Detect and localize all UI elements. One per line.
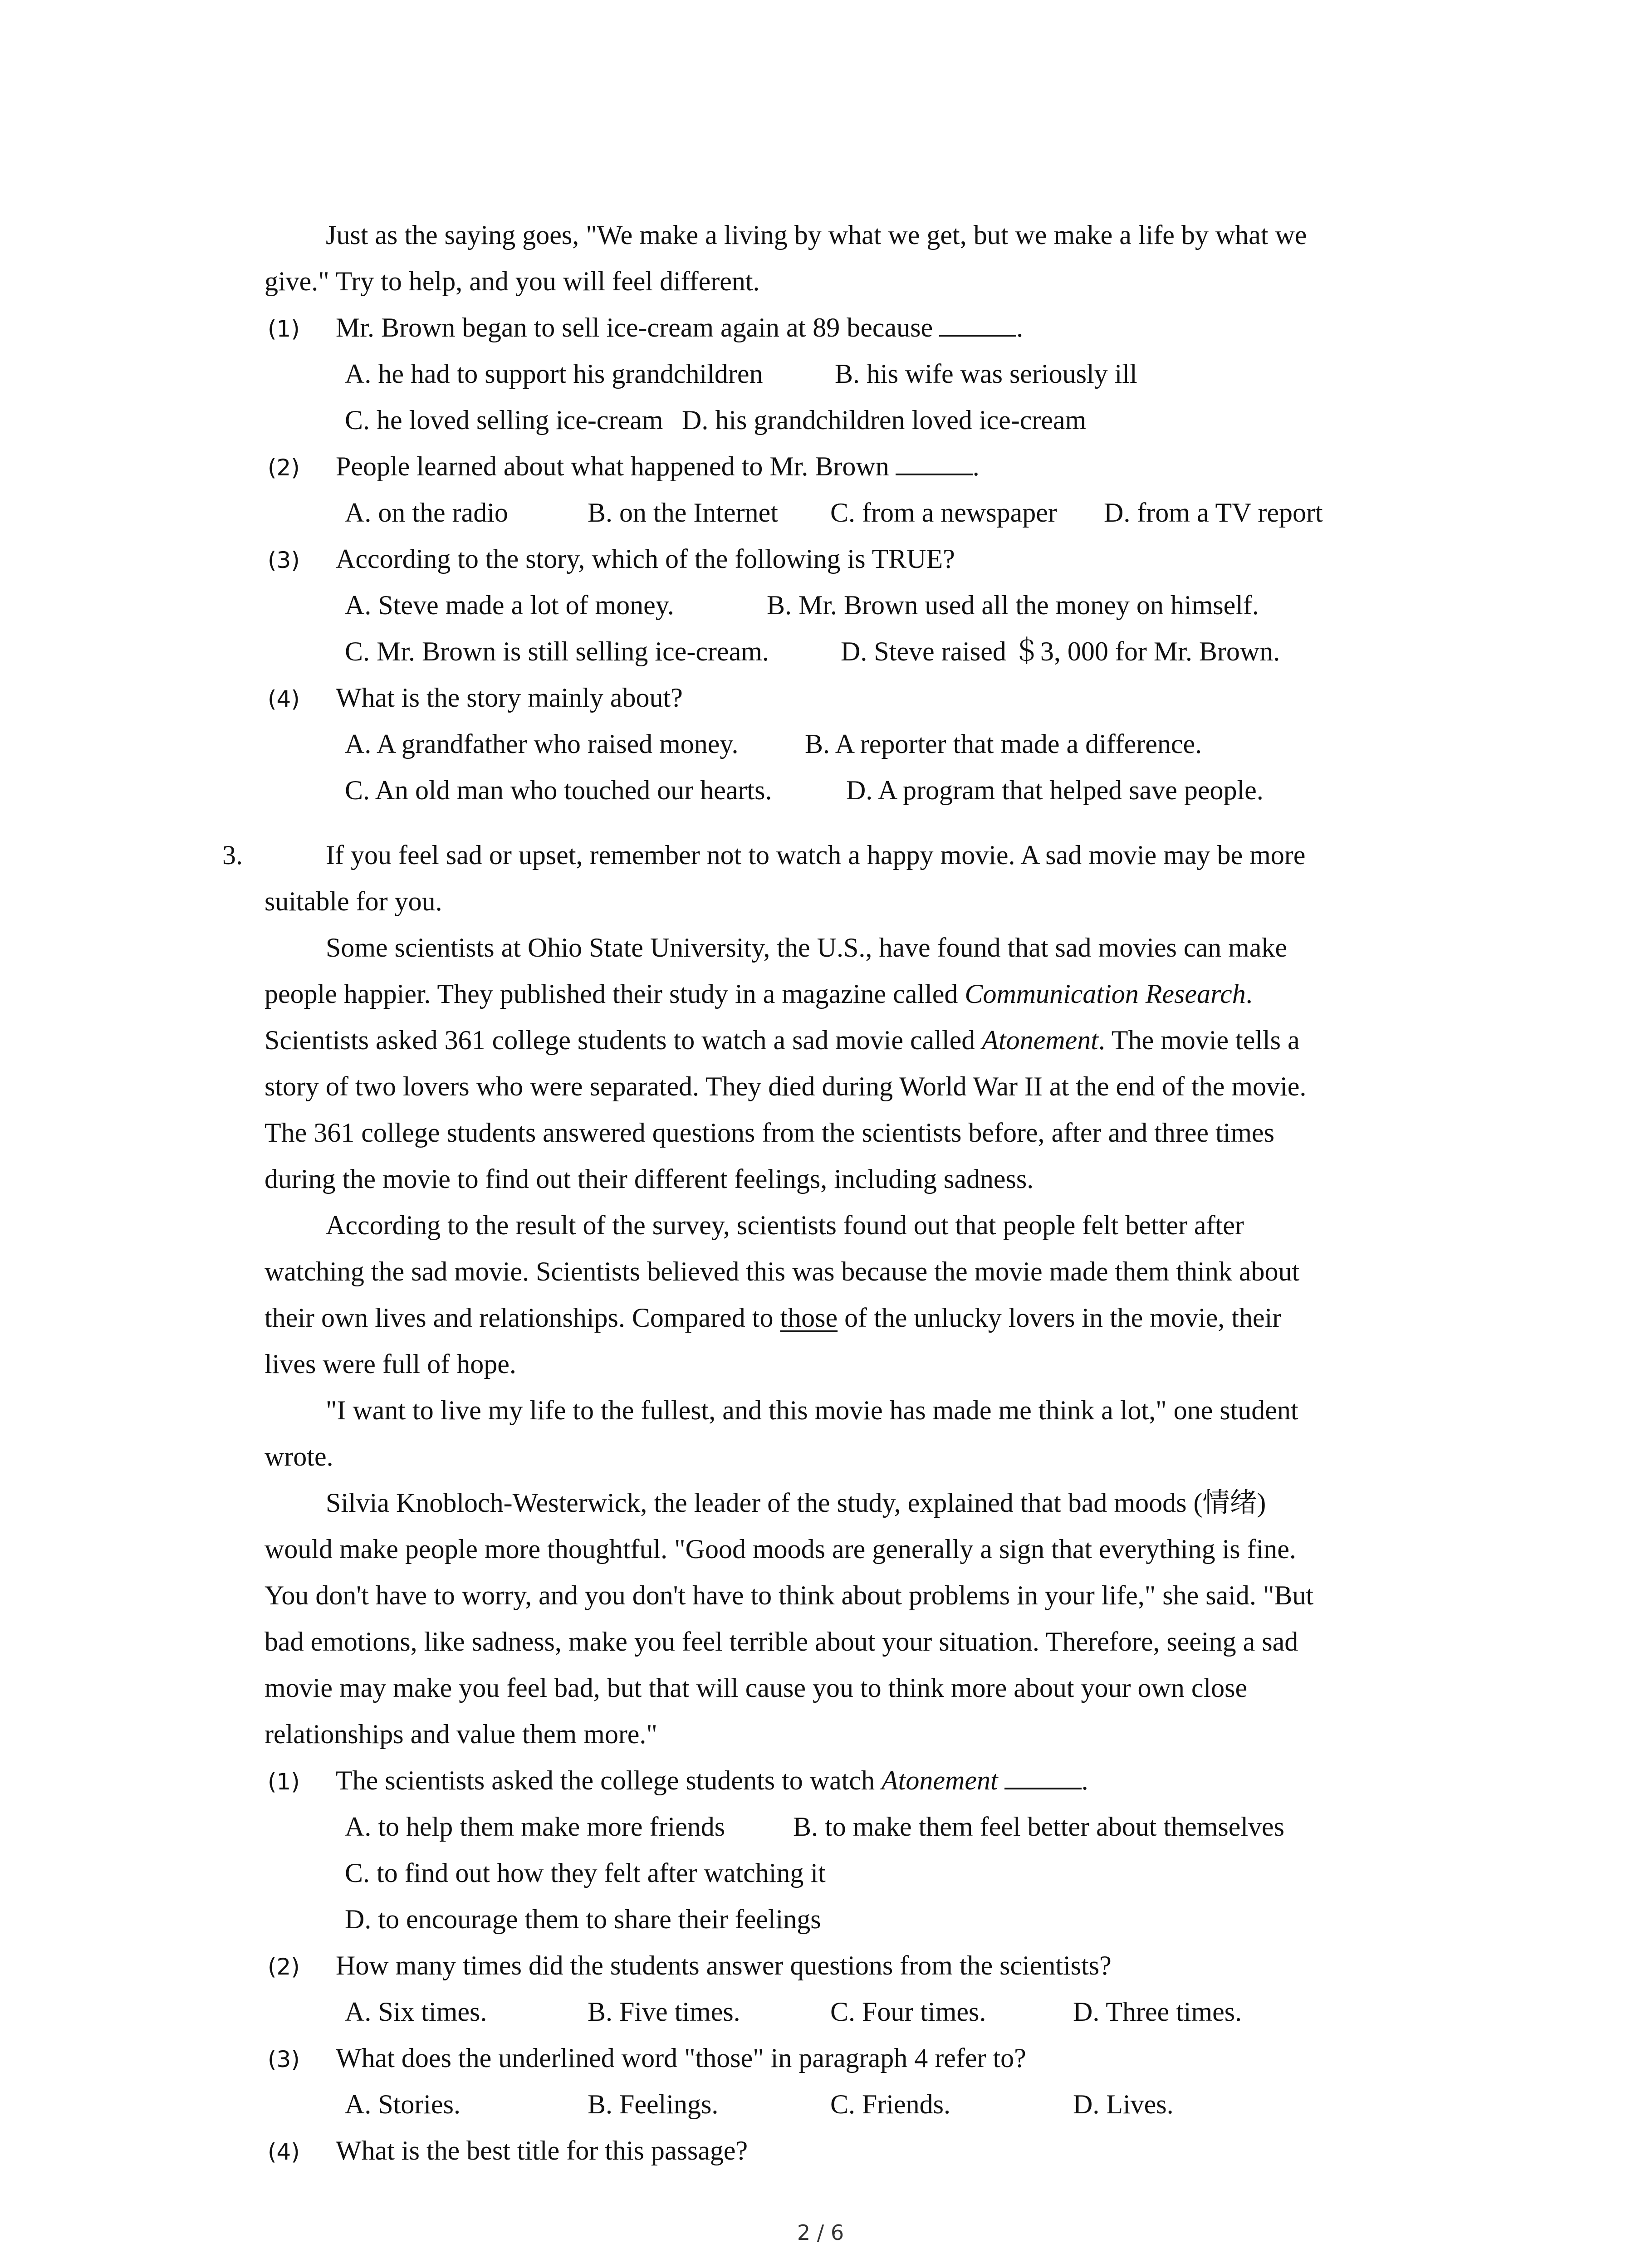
passage3-line: wrote. xyxy=(265,1442,333,1471)
question-number: (3) xyxy=(268,547,300,573)
question-number: (2) xyxy=(268,1954,300,1980)
p3-q1-option-d: D. to encourage them to share their feelings xyxy=(345,1904,821,1934)
passage3-line: "I want to live my life to the fullest, and this movie has made me think a lot," one student xyxy=(326,1395,1298,1425)
p3-q2-option-b: B. Five times. xyxy=(588,1997,740,2027)
page-number: 2 / 6 xyxy=(797,2220,844,2245)
passage3-number: 3. xyxy=(222,840,243,870)
passage3-line: would make people more thoughtful. "Good moods are generally a sign that everything is fine. xyxy=(265,1534,1296,1564)
p2-q1: (1) Mr. Brown began to sell ice-cream again at 89 because . xyxy=(268,313,1024,342)
question-stem: What does the underlined word "those" in paragraph 4 refer to? xyxy=(336,2043,1026,2073)
p3-q3 xyxy=(268,2040,1026,2077)
passage2-intro-line1: Just as the saying goes, "We make a living by what we get, but we make a life by what we xyxy=(326,220,1307,250)
p3-q1: (1) The scientists asked the college students to watch Atonement . xyxy=(268,1765,1088,1795)
question-number: (4) xyxy=(268,2139,300,2165)
p3-q2-option-c: C. Four times. xyxy=(830,1997,986,2027)
p3-q3-option-a: A. Stories. xyxy=(345,2089,460,2119)
passage3-line: suitable for you. xyxy=(265,886,442,916)
passage3-line: during the movie to find out their different feelings, including sadness. xyxy=(265,1164,1034,1194)
p3-q2-option-d: D. Three times. xyxy=(1073,1997,1242,2027)
answer-blank xyxy=(1004,1765,1082,1789)
passage3-line: watching the sad movie. Scientists believed this was because the movie made them think about xyxy=(265,1256,1300,1286)
p3-q1-option-b: B. to make them feel better about themselves xyxy=(793,1812,1284,1842)
p2-q3-option-d: D. Steve raised ＄3, 000 for Mr. Brown. xyxy=(841,636,1280,666)
question-stem: How many times did the students answer questions from the scientists? xyxy=(336,1950,1112,1980)
passage3-line: bad emotions, like sadness, make you feel terrible about your situation. Therefore, seeing a sad xyxy=(265,1627,1298,1657)
p2-q1-option-a: A. he had to support his grandchildren xyxy=(345,359,763,389)
question-number: (1) xyxy=(268,1769,300,1795)
p2-q2-option-d: D. from a TV report xyxy=(1104,498,1323,528)
underlined-word-those: those xyxy=(780,1303,838,1333)
passage3-line: their own lives and relationships. Compared to those of the unlucky lovers in the movie, their xyxy=(265,1303,1282,1333)
question-number: (3) xyxy=(268,2046,300,2072)
passage3-line: Some scientists at Ohio State University, the U.S., have found that sad movies can make xyxy=(326,933,1288,963)
p2-q3-option-a: A. Steve made a lot of money. xyxy=(345,590,674,620)
question-stem: According to the story, which of the following is TRUE? xyxy=(336,544,955,574)
p3-q1-option-c: C. to find out how they felt after watching it xyxy=(345,1858,826,1888)
p2-q3-option-c: C. Mr. Brown is still selling ice-cream. xyxy=(345,636,769,666)
question-number: (1) xyxy=(268,316,300,342)
question-number: (4) xyxy=(268,686,300,712)
passage3-line: The 361 college students answered questions from the scientists before, after and three times xyxy=(265,1118,1274,1148)
question-stem: The scientists asked the college students to watch xyxy=(336,1765,882,1795)
p2-q4 xyxy=(268,679,683,717)
p2-q2-option-a: A. on the radio xyxy=(345,498,508,528)
p2-q4-option-c: C. An old man who touched our hearts. xyxy=(345,775,772,805)
p3-q3-option-b: B. Feelings. xyxy=(588,2089,719,2119)
p3-q2 xyxy=(268,1947,1112,1985)
p2-q2-option-c: C. from a newspaper xyxy=(830,498,1057,528)
answer-blank xyxy=(939,312,1016,337)
movie-title: Atonement xyxy=(882,1765,998,1795)
movie-title: Atonement xyxy=(982,1025,1098,1055)
passage3-line: According to the result of the survey, scientists found out that people felt better after xyxy=(326,1210,1244,1240)
passage3-line: If you feel sad or upset, remember not to watch a happy movie. A sad movie may be more xyxy=(326,840,1306,870)
p3-q3-option-d: D. Lives. xyxy=(1073,2089,1174,2119)
question-stem: What is the best title for this passage? xyxy=(336,2136,748,2165)
p2-q4-option-a: A. A grandfather who raised money. xyxy=(345,729,739,759)
p2-q4-option-d: D. A program that helped save people. xyxy=(846,775,1264,805)
p2-q1-option-c: C. he loved selling ice-cream xyxy=(345,405,663,435)
passage3-line: lives were full of hope. xyxy=(265,1349,516,1379)
passage3-line: Silvia Knobloch-Westerwick, the leader of the study, explained that bad moods (情绪) xyxy=(326,1488,1266,1518)
p2-q3-option-b: B. Mr. Brown used all the money on himself. xyxy=(767,590,1259,620)
p2-q1-option-b: B. his wife was seriously ill xyxy=(835,359,1137,389)
question-stem: People learned about what happened to Mr. Brown xyxy=(336,451,889,481)
passage3-line: story of two lovers who were separated. They died during World War II at the end of the movie. xyxy=(265,1071,1307,1101)
passage3-line: movie may make you feel bad, but that will cause you to think more about your own close xyxy=(265,1673,1248,1703)
p3-q3-option-c: C. Friends. xyxy=(830,2089,951,2119)
p3-q1-option-a: A. to help them make more friends xyxy=(345,1812,725,1842)
passage3-line: relationships and value them more." xyxy=(265,1719,657,1749)
passage3-line: You don't have to worry, and you don't have to think about problems in your life," she said. "But xyxy=(265,1580,1314,1610)
p2-q2: (2) People learned about what happened to Mr. Brown . xyxy=(268,451,980,481)
passage2-intro-line2: give." Try to help, and you will feel different. xyxy=(265,266,760,296)
question-stem: What is the story mainly about? xyxy=(336,683,683,713)
answer-blank xyxy=(896,451,973,475)
question-stem: Mr. Brown began to sell ice-cream again at 89 because xyxy=(336,313,933,342)
p2-q1-option-d: D. his grandchildren loved ice-cream xyxy=(682,405,1087,435)
question-number: (2) xyxy=(268,455,300,481)
p2-q4-option-b: B. A reporter that made a difference. xyxy=(805,729,1202,759)
p2-q2-option-b: B. on the Internet xyxy=(588,498,778,528)
p2-q3 xyxy=(268,541,955,578)
passage3-line: Scientists asked 361 college students to watch a sad movie called Atonement. The movie tells a xyxy=(265,1025,1300,1055)
p3-q2-option-a: A. Six times. xyxy=(345,1997,487,2027)
p3-q4 xyxy=(268,2132,748,2170)
passage3-line: people happier. They published their study in a magazine called Communication Research. xyxy=(265,979,1253,1009)
magazine-title: Communication Research xyxy=(965,979,1246,1009)
